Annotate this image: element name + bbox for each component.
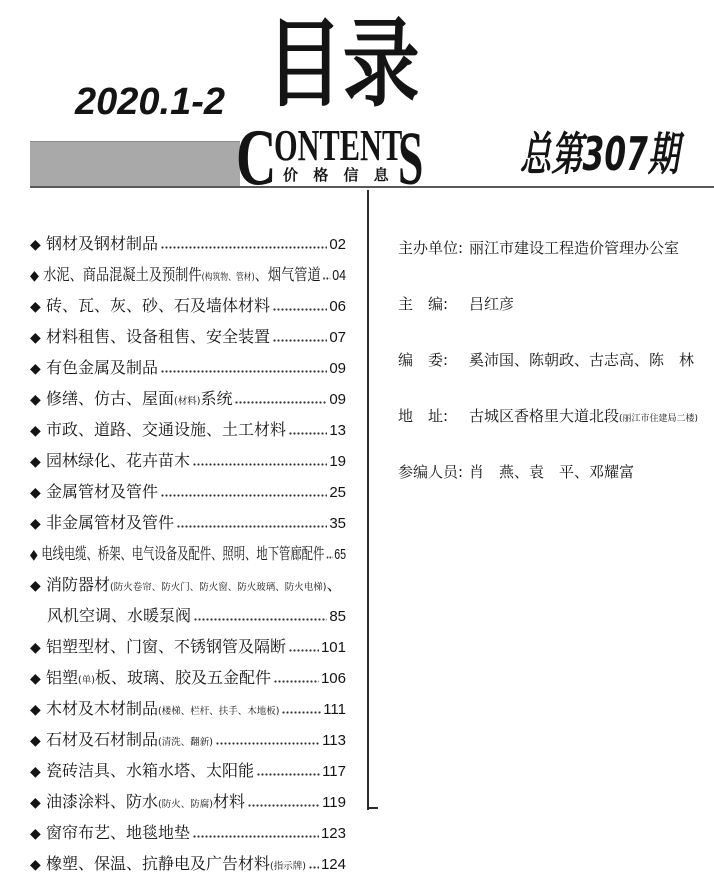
- toc-entry-note: (构筑物、管材): [201, 272, 255, 283]
- toc-entry-main-text: 砖、瓦、灰、砂、石及墙体材料: [46, 296, 271, 315]
- toc-entry-note: (指示牌): [270, 861, 306, 872]
- toc-entry: [30, 445, 346, 476]
- toc-entry-title: [43, 259, 320, 293]
- dot-leader: [193, 835, 319, 838]
- toc-entry: [30, 321, 346, 352]
- dot-leader: [193, 463, 327, 466]
- diamond-bullet-icon: ◆: [30, 795, 41, 811]
- toc-entry-title: [46, 569, 342, 603]
- toc-entry-line: [30, 631, 346, 664]
- toc-entry-line: [30, 662, 346, 696]
- info-label: 地 址:: [398, 407, 449, 425]
- info-label: 编 委:: [398, 351, 449, 369]
- toc-entry-line: [30, 724, 346, 758]
- dot-leader: [274, 680, 319, 683]
- toc-entry-main-text: 消防器材: [46, 575, 111, 594]
- toc-entry-main-text: 铝塑型材、门窗、不锈钢管及隔断: [46, 637, 287, 656]
- toc-page-number: 124: [320, 856, 346, 873]
- toc-entry-line: [30, 507, 346, 540]
- info-value: 吕红彦: [469, 295, 515, 313]
- toc-entry-main-text: 金属管材及管件: [46, 482, 159, 501]
- toc-page-number: 101: [320, 639, 346, 656]
- diamond-bullet-icon: ◆: [30, 826, 41, 842]
- diamond-bullet-icon: ◆: [30, 547, 38, 563]
- toc-entry-main-text: 窗帘布艺、地毯地垫: [46, 823, 191, 842]
- dot-leader: [235, 401, 327, 404]
- toc-entry-line: [30, 352, 346, 385]
- logo-subtitle: 价 格 信 息: [283, 166, 394, 184]
- toc-entry-title: [47, 600, 191, 631]
- toc-entry-suffix: 材料: [212, 792, 245, 811]
- toc-entry-note: (清洗、翻新): [158, 737, 213, 748]
- toc-entry-main-text: 钢材及钢材制品: [46, 234, 159, 253]
- publication-info: [398, 233, 710, 513]
- info-value: 古城区香格里大道北段: [469, 407, 620, 425]
- toc-entry: [30, 414, 346, 445]
- toc-entry-title: [46, 755, 254, 786]
- toc-entry-title: [46, 848, 306, 882]
- toc-entry-title: [46, 786, 245, 820]
- dot-leader: [289, 649, 319, 652]
- toc-entry-line: [30, 693, 346, 727]
- logo-letter-c: C: [236, 114, 277, 202]
- toc-entry-title: [46, 476, 158, 507]
- toc-page-number: 25: [329, 484, 346, 501]
- toc-entry-title: [46, 507, 174, 538]
- toc-page-number: 09: [329, 360, 346, 377]
- toc-entry-line: [30, 321, 346, 354]
- info-note: (丽江市住建局二楼): [619, 414, 699, 424]
- dot-leader: [194, 618, 327, 621]
- diamond-bullet-icon: ◆: [30, 423, 41, 439]
- column-divider: [367, 190, 369, 810]
- toc-entry-main-text: 有色金属及制品: [46, 358, 159, 377]
- toc-page-number: 65: [334, 546, 346, 563]
- toc-entry-title: [41, 538, 324, 569]
- toc-entry-note: (材料): [174, 396, 201, 407]
- info-row-contributors: [398, 457, 710, 513]
- diamond-bullet-icon: ◆: [30, 764, 41, 780]
- dot-leader: [309, 866, 319, 869]
- dot-leader: [273, 308, 327, 311]
- toc-page-number: 119: [322, 794, 346, 811]
- toc-entry-suffix: 、: [326, 575, 343, 594]
- toc-entry-line: [30, 476, 346, 509]
- toc-entry: [30, 786, 346, 817]
- toc-entry-title: [46, 724, 213, 758]
- toc-entry: [30, 259, 346, 290]
- info-value: 丽江市建设工程造价管理办公室: [469, 239, 680, 257]
- toc-entry: [30, 755, 346, 786]
- toc-entry-suffix: 板、玻璃、胶及五金配件: [94, 668, 271, 687]
- toc-entry-line: [30, 445, 346, 478]
- toc-page-number: 06: [329, 298, 346, 315]
- diamond-bullet-icon: ◆: [30, 733, 41, 749]
- diamond-bullet-icon: ◆: [30, 237, 41, 253]
- toc-entry-main-text: 园林绿化、花卉苗木: [46, 451, 191, 470]
- toc-entry-main-text: 木材及木材制品: [46, 699, 159, 718]
- diamond-bullet-icon: ◆: [30, 857, 41, 873]
- toc-page-number: 113: [322, 732, 346, 749]
- diamond-bullet-icon: ◆: [30, 702, 41, 718]
- toc-entry-title: [46, 352, 158, 383]
- dot-leader: [257, 773, 320, 776]
- toc-entry-title: [46, 817, 190, 848]
- toc-page-number: 111: [323, 701, 346, 718]
- toc-entry: [30, 507, 346, 538]
- toc-entry-title: [46, 414, 286, 445]
- toc-page-number: 85: [329, 608, 346, 625]
- toc-entry-main-text: 油漆涂料、防水: [46, 792, 159, 811]
- toc-entry: [30, 631, 346, 662]
- toc-entry-main-text: 橡塑、保温、抗静电及广告材料: [46, 854, 271, 873]
- toc-entry-title: [46, 383, 232, 417]
- toc-page-number: 04: [332, 267, 346, 284]
- diamond-bullet-icon: ◆: [30, 578, 41, 594]
- toc-entry-title: [46, 693, 279, 727]
- toc-entry: [30, 724, 346, 755]
- diamond-bullet-icon: ◆: [30, 454, 41, 470]
- diamond-bullet-icon: ◆: [30, 299, 41, 315]
- info-value: 肖 燕、袁 平、邓耀富: [469, 463, 635, 481]
- page-title: 目录: [266, 8, 420, 120]
- diamond-bullet-icon: ◆: [30, 361, 41, 377]
- toc-entry-line: [47, 600, 346, 632]
- toc-entry-note: (单): [78, 675, 95, 686]
- dot-leader: [323, 277, 330, 280]
- issue-number: 总第307期: [520, 127, 680, 181]
- info-label: 参编人员:: [398, 463, 464, 481]
- toc-entry-line: [30, 259, 346, 293]
- info-label: 主 编:: [398, 295, 449, 313]
- toc-entry-note: (防火卷帘、防火门、防火窗、防火玻璃、防火电梯): [110, 582, 327, 593]
- toc-entry-main-text: 市政、道路、交通设施、土工材料: [46, 420, 287, 439]
- toc-entry-title: [46, 631, 286, 662]
- toc-entry-title: [46, 321, 270, 352]
- info-row-editor: [398, 289, 710, 345]
- toc-entry-note: (防火、防腐): [158, 799, 213, 810]
- header-gray-band: [30, 141, 240, 188]
- toc-entry-suffix: 系统: [200, 389, 233, 408]
- toc-page-number: 02: [329, 236, 346, 253]
- toc-page-number: 07: [329, 329, 346, 346]
- dot-leader: [289, 432, 327, 435]
- dot-leader: [177, 525, 327, 528]
- toc-entry: [30, 538, 346, 569]
- toc-entry: [30, 290, 346, 321]
- dot-leader: [216, 742, 320, 745]
- diamond-bullet-icon: ◆: [30, 330, 41, 346]
- dot-leader: [282, 711, 321, 714]
- info-label: 主办单位:: [398, 239, 464, 257]
- toc-page-number: 123: [320, 825, 346, 842]
- dot-leader: [326, 556, 332, 559]
- toc-page-number: 13: [329, 422, 346, 439]
- toc-entry: [30, 228, 346, 259]
- dot-leader: [273, 339, 327, 342]
- toc-entry: [30, 383, 346, 414]
- toc-entry-main-text: 材料租售、设备租售、安全装置: [46, 327, 271, 346]
- info-value: 奚沛国、陈朝政、古志高、陈 林: [469, 351, 695, 369]
- diamond-bullet-icon: ◆: [30, 516, 41, 532]
- toc-entry-title: [46, 290, 270, 321]
- diamond-bullet-icon: ◆: [30, 640, 41, 656]
- toc-entry-main-text: 风机空调、水暖泵阀: [47, 606, 192, 625]
- logo-letters: ONTENT: [274, 121, 403, 170]
- toc-entry-line: [30, 414, 346, 447]
- toc-entry-note: (楼梯、栏杆、扶手、木地板): [158, 706, 280, 717]
- info-row-committee: [398, 345, 710, 401]
- toc-entry: [30, 817, 346, 848]
- toc-entry-main-text: 石材及石材制品: [46, 730, 159, 749]
- toc-page-number: 19: [329, 453, 346, 470]
- toc-entry-line: [30, 786, 346, 820]
- toc-entry-main-text: 水泥、商品混凝土及预制件: [43, 265, 202, 284]
- info-row-address: [398, 401, 710, 457]
- toc-entry: [30, 662, 346, 693]
- toc-entry: [30, 569, 346, 600]
- toc-entry: [30, 352, 346, 383]
- toc-entry-line: [30, 755, 346, 788]
- toc-entry-line: [30, 228, 346, 261]
- toc-entry-line: [30, 817, 346, 850]
- toc-entry-suffix: 、烟气管道: [254, 265, 321, 284]
- toc-entry-title: [46, 662, 271, 696]
- toc-entry-title: [46, 445, 190, 476]
- dot-leader: [161, 494, 327, 497]
- toc-entry: [30, 476, 346, 507]
- issue-date: 2020.1-2: [75, 81, 226, 123]
- info-row-sponsor: [398, 233, 710, 289]
- diamond-bullet-icon: ◆: [30, 392, 41, 408]
- toc-page-number: 35: [329, 515, 346, 532]
- column-divider-tick: [367, 807, 378, 809]
- toc-page-number: 117: [322, 763, 346, 780]
- dot-leader: [161, 370, 327, 373]
- toc-entry-line: [30, 538, 346, 571]
- toc-entry-title: [46, 228, 158, 259]
- toc-page-number: 106: [320, 670, 346, 687]
- toc-entry-line: [30, 383, 346, 417]
- toc-entry: [30, 693, 346, 724]
- toc-entry: [30, 848, 346, 879]
- header-rule: [30, 186, 714, 188]
- diamond-bullet-icon: ◆: [30, 485, 41, 501]
- table-of-contents: [30, 228, 346, 879]
- toc-entry-continuation: [30, 600, 346, 631]
- dot-leader: [248, 804, 320, 807]
- toc-entry-main-text: 铝塑: [46, 668, 79, 687]
- toc-entry-main-text: 瓷砖洁具、水箱水塔、太阳能: [46, 761, 255, 780]
- toc-page-number: 09: [329, 391, 346, 408]
- dot-leader: [161, 246, 327, 249]
- toc-entry-main-text: 修缮、仿古、屋面: [46, 389, 175, 408]
- diamond-bullet-icon: ◆: [30, 671, 41, 687]
- toc-entry-main-text: 电线电缆、桥架、电气设备及配件、照明、地下管廊配件: [41, 544, 325, 563]
- toc-entry-line: [30, 569, 346, 603]
- diamond-bullet-icon: ◆: [30, 268, 39, 284]
- toc-entry-line: [30, 848, 346, 882]
- toc-entry-line: [30, 290, 346, 323]
- toc-entry-main-text: 非金属管材及管件: [46, 513, 175, 532]
- logo-letter-s: S: [398, 117, 424, 201]
